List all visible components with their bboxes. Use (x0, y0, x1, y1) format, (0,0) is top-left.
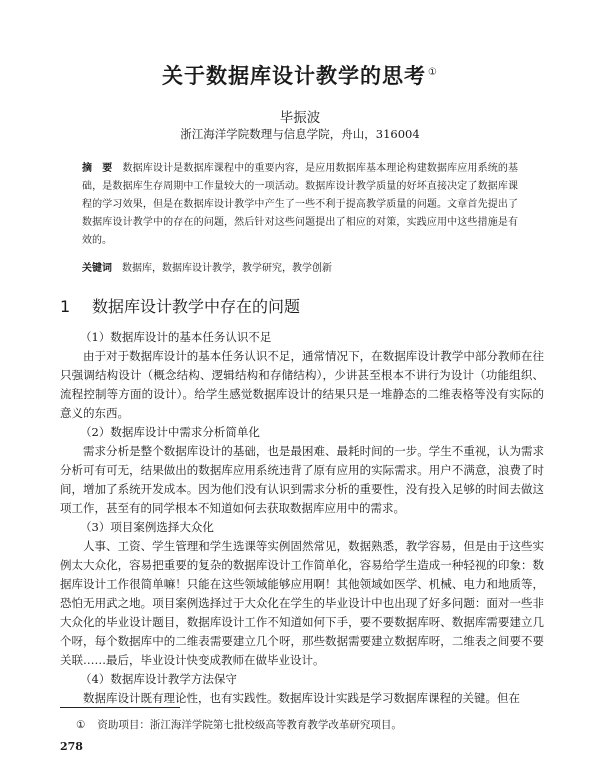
keywords (82, 260, 518, 278)
body-text (60, 328, 544, 708)
paragraph: 需求分析是整个数据库设计的基础，也是最困难、最耗时间的一步。学生不重视，认为需求分析可有可无，结果做出的数据库应用系统违背了原有应用的实际需求。用户不满意，浪费了时间，增加了系统开发成本。因为他们没有认识到需求分析的重要性，没有投入足够的时间去做这项工作，甚至有的同学根本不知道如何去获取数据库应用中的需求。 (60, 444, 544, 515)
abstract-text: 数据库设计是数据库课程中的重要内容，是应用数据库基本理论构建数据库应用系统的基础，是数据库生存周期中工作量较大的一项活动。数据库设计教学质量的好坏直接决定了数据库课程的学习效果，但是在数据库设计教学中产生了一些不利于提高教学质量的问题。文章首先提出了数据库设计教学中的存在的问题，然后针对这些问题提出了相应的对策，实践应用中这些措施是有效的。 (82, 163, 519, 246)
footnote-text: 资助项目：浙江海洋学院第七批校级高等教育教学改革研究项目。 (97, 719, 402, 731)
subsection-heading: （2）数据库设计中需求分析简单化 (80, 425, 260, 439)
author-affiliation: 浙江海洋学院数理与信息学院，舟山，316004 (180, 127, 420, 141)
subsection-heading: （4）数据库设计教学方法保守 (80, 672, 237, 686)
paper-title (0, 60, 600, 90)
keywords-text: 数据库，数据库设计教学，教学研究，教学创新 (122, 263, 332, 274)
title-text: 关于数据库设计教学的思考 (162, 64, 427, 88)
footnote-divider (60, 707, 180, 708)
paragraph: 数据库设计既有理论性，也有实践性。数据库设计实践是学习数据库课程的关键。但在 (83, 691, 520, 705)
section-number: 1 (60, 297, 71, 316)
footnote-mark: ① (76, 719, 86, 731)
abstract (82, 160, 518, 250)
author-name: 毕振波 (279, 110, 321, 126)
page-number: 278 (60, 740, 83, 753)
paragraph: 人事、工资、学生管理和学生选课等实例固然常见，数据熟悉，教学容易，但是由于这些实例太大众化，容易把重要的复杂的数据库设计工作简单化，容易给学生造成一种轻视的印象：数据库设计工作很简单嘛！只能在这些领域能够应用啊！其他领域如医学、机械、电力和地质等，恐怕无用武之地。项目案例选择过于大众化在学生的毕业设计中也出现了好多问题：面对一些非大众化的毕业设计题目，数据库设计工作不知道如何下手，要不要数据库呀、数据库需要建立几个呀，每个数据库中的二维表需要建立几个呀，那些数据需要建立数据库呀，二维表之间要不要关联……最后，毕业设计快变成教师在做毕业设计。 (60, 539, 544, 667)
section-heading (60, 294, 540, 317)
subsection-heading: （3）项目案例选择大众化 (80, 520, 214, 534)
footnote (76, 717, 536, 732)
section-title: 数据库设计教学中存在的问题 (92, 297, 301, 316)
keywords-label: 关键词 (82, 263, 112, 274)
title-footnote-mark: ① (428, 67, 438, 78)
abstract-label: 摘 要 (82, 163, 113, 174)
paragraph: 由于对于数据库设计的基本任务认识不足，通常情况下，在数据库设计教学中部分教师在往只强调结构设计（概念结构、逻辑结构和存储结构），少讲甚至根本不讲行为设计（功能组织、流程控制等方面的设计）。给学生感觉数据库设计的结果只是一堆静态的二维表格等没有实际的意义的东西。 (60, 349, 544, 420)
subsection-heading: （1）数据库设计的基本任务认识不足 (80, 330, 272, 344)
